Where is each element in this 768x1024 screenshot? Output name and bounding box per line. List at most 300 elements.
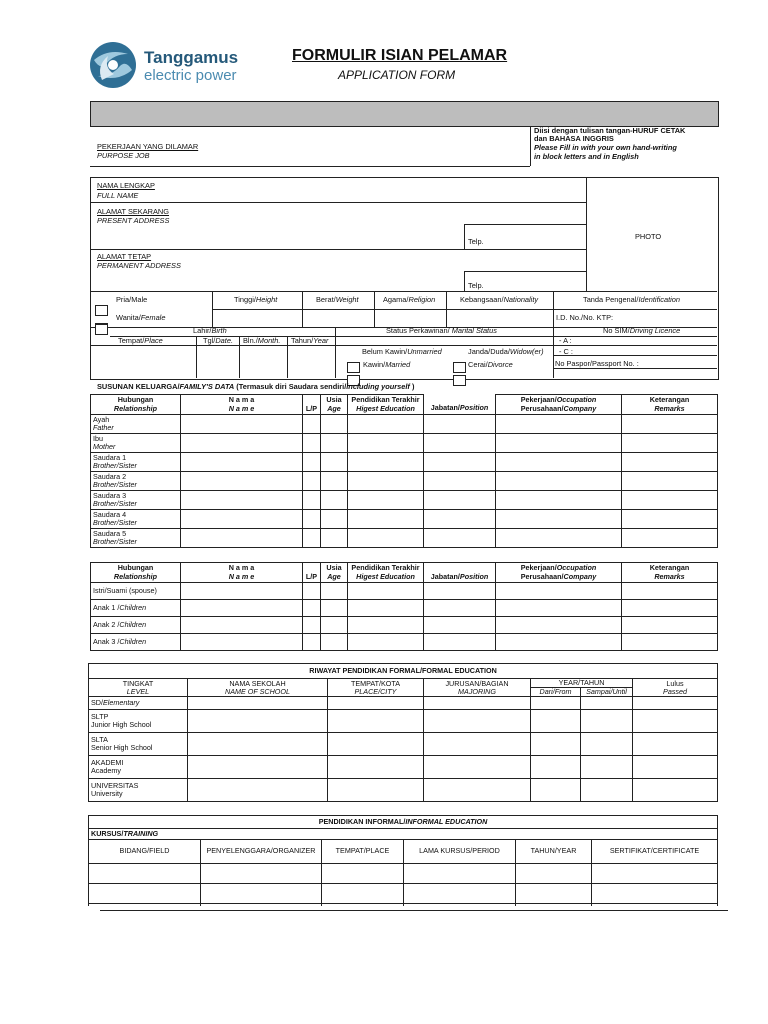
family-cell[interactable] — [303, 510, 321, 529]
education-cell[interactable] — [188, 733, 328, 756]
family-cell[interactable] — [622, 415, 718, 434]
education-cell[interactable] — [581, 733, 633, 756]
education-cell[interactable] — [424, 779, 531, 802]
k-a: KURSUS/ — [91, 828, 124, 838]
agama: Agama/ — [383, 295, 409, 304]
family2-cell[interactable] — [424, 583, 496, 600]
cell-text — [93, 604, 178, 612]
family-cell[interactable] — [424, 453, 496, 472]
family-cell[interactable] — [303, 472, 321, 491]
family-cell[interactable] — [303, 453, 321, 472]
logo-name: Tanggamus — [144, 48, 239, 67]
h1: Relationship — [113, 403, 158, 413]
family-title-c: (Termasuk diri Saudara sendiri/ — [234, 382, 347, 391]
height-label — [234, 296, 277, 305]
family2-cell[interactable] — [181, 600, 303, 617]
family2-cell[interactable] — [303, 617, 321, 634]
education-row — [89, 697, 718, 710]
divorce: Divorce — [487, 360, 513, 369]
sim-a-label: - A : — [559, 336, 572, 345]
family-row — [91, 472, 718, 491]
job-label-en: PURPOSE JOB — [97, 151, 150, 160]
education-cell[interactable] — [633, 779, 718, 802]
unmarried-label — [362, 348, 442, 357]
education-cell[interactable] — [581, 779, 633, 802]
h6: Age — [327, 571, 341, 581]
cell-text: Mother — [93, 442, 116, 451]
family-cell[interactable] — [303, 434, 321, 453]
divorce-checkbox[interactable] — [453, 362, 466, 373]
extra-checkbox[interactable] — [95, 324, 108, 335]
licence-label — [603, 327, 680, 336]
family-cell[interactable] — [496, 529, 622, 548]
informal-title-row — [89, 816, 718, 829]
family2-cell[interactable] — [321, 600, 348, 617]
passport-label: No Paspor/Passport No. : — [555, 359, 639, 368]
rel-id: Anak 2 / — [93, 619, 120, 629]
sim: No SIM/ — [603, 326, 630, 335]
it-a: PENDIDIKAN INFORMAL/ — [318, 816, 406, 826]
family2-cell[interactable] — [303, 634, 321, 651]
family-cell[interactable] — [496, 434, 622, 453]
cell-text: Junior High School — [91, 720, 152, 730]
present-address-label: ALAMAT SEKARANG — [97, 207, 170, 216]
k-b: TRAINING — [123, 828, 159, 838]
family-relationship — [91, 491, 181, 510]
education-level — [89, 756, 188, 779]
family2-cell[interactable] — [348, 634, 424, 651]
cell-text — [93, 587, 178, 595]
h11: Jabatan/ — [430, 571, 460, 581]
widow-checkbox[interactable] — [453, 375, 466, 386]
family-cell[interactable] — [622, 529, 718, 548]
birth-label — [193, 327, 227, 336]
training-label — [89, 829, 718, 840]
row-line — [90, 291, 717, 292]
family-table — [90, 394, 718, 548]
cerai: Cerai/ — [468, 360, 488, 369]
col-company — [496, 563, 622, 583]
col-school — [188, 679, 328, 697]
job-divider — [530, 126, 531, 166]
family2-row — [91, 634, 718, 651]
education-cell[interactable] — [633, 710, 718, 733]
education-cell[interactable] — [531, 710, 581, 733]
family-cell[interactable] — [181, 415, 303, 434]
family2-cell[interactable] — [181, 583, 303, 600]
h14: Company — [563, 403, 597, 413]
education-cell[interactable] — [328, 710, 424, 733]
informal-cell[interactable] — [592, 864, 718, 884]
family-cell[interactable] — [496, 491, 622, 510]
h4: L/P — [305, 571, 318, 581]
col-education — [348, 395, 424, 415]
family2-cell[interactable] — [622, 617, 718, 634]
married: Married — [385, 360, 411, 369]
family2-row — [91, 600, 718, 617]
family-cell[interactable] — [622, 510, 718, 529]
family-cell[interactable] — [303, 415, 321, 434]
page-blank-area — [0, 906, 768, 1024]
tinggi: Tinggi/ — [234, 295, 256, 304]
cell-text: Ibu — [93, 433, 103, 443]
family-cell[interactable] — [424, 529, 496, 548]
family2-relationship — [91, 600, 181, 617]
education-cell[interactable] — [531, 779, 581, 802]
family2-cell[interactable] — [622, 583, 718, 600]
education-cell[interactable] — [328, 697, 424, 710]
cell-text: Brother/Sister — [93, 480, 137, 489]
berat: Berat/ — [316, 295, 336, 304]
h2: N a m a — [228, 395, 255, 405]
e4: TEMPAT/KOTA — [350, 678, 401, 688]
family-cell[interactable] — [348, 510, 424, 529]
full-name-label: NAMA LENGKAP — [97, 181, 155, 190]
h5: Usia — [326, 563, 342, 573]
h9: Pekerjaan/ — [520, 395, 557, 405]
education-cell[interactable] — [188, 756, 328, 779]
h14: Company — [563, 571, 597, 581]
col-education — [348, 563, 424, 583]
h7: Pendidikan Terakhir — [351, 563, 420, 573]
family2-cell[interactable] — [348, 600, 424, 617]
col-year: TAHUN/YEAR — [516, 840, 592, 864]
h10: Occupation — [556, 563, 597, 573]
family2-cell[interactable] — [424, 617, 496, 634]
row-line — [90, 345, 717, 346]
job-note-3: Please Fill in with your own hand-writing — [534, 143, 677, 152]
wanita: Wanita/ — [116, 313, 141, 322]
col-age — [321, 395, 348, 415]
education-cell[interactable] — [328, 756, 424, 779]
family2-cell[interactable] — [496, 617, 622, 634]
col-name — [181, 395, 303, 415]
informal-row — [89, 864, 718, 884]
education-title-row — [89, 664, 718, 679]
family-cell[interactable] — [181, 472, 303, 491]
family2-cell[interactable] — [496, 600, 622, 617]
h4: L/P — [305, 403, 318, 413]
informal-cell[interactable] — [89, 864, 201, 884]
family-cell[interactable] — [348, 434, 424, 453]
family-cell[interactable] — [348, 529, 424, 548]
h12: Position — [459, 571, 489, 581]
tgl: Tgl/ — [203, 336, 216, 345]
education-cell[interactable] — [188, 779, 328, 802]
informal-cell[interactable] — [201, 864, 322, 884]
e3: NAME OF SCHOOL — [225, 686, 290, 696]
divorce-label — [468, 361, 513, 370]
family-cell[interactable] — [496, 453, 622, 472]
family-title-b: FAMILY'S DATA — [179, 382, 235, 391]
family2-relationship — [91, 583, 181, 600]
year-label — [291, 337, 328, 346]
male-label — [116, 296, 147, 305]
kawin: Kawin/ — [363, 360, 386, 369]
family-cell[interactable] — [321, 434, 348, 453]
family2-cell[interactable] — [424, 634, 496, 651]
family-cell[interactable] — [321, 491, 348, 510]
logo-sub: electric power — [144, 67, 237, 84]
family-header-row — [91, 395, 718, 415]
col-certificate: SERTIFIKAT/CERTIFICATE — [592, 840, 718, 864]
ident: Identification — [638, 295, 680, 304]
informal-cell[interactable] — [404, 884, 516, 904]
education-cell[interactable] — [328, 733, 424, 756]
female-label — [116, 314, 165, 323]
row-line — [464, 271, 587, 272]
family2-row — [91, 583, 718, 600]
family-row — [91, 510, 718, 529]
bln: Bln./ — [243, 336, 258, 345]
family-cell[interactable] — [181, 453, 303, 472]
h1: Relationship — [113, 571, 158, 581]
col-gender — [303, 563, 321, 583]
family-cell[interactable] — [321, 510, 348, 529]
informal-cell[interactable] — [322, 884, 404, 904]
h9: Pekerjaan/ — [520, 563, 557, 573]
education-cell[interactable] — [424, 733, 531, 756]
family-cell[interactable] — [424, 434, 496, 453]
family2-cell[interactable] — [622, 600, 718, 617]
cell-text — [93, 638, 178, 646]
col-year — [531, 679, 633, 697]
family-cell[interactable] — [321, 415, 348, 434]
married-checkbox[interactable] — [347, 362, 360, 373]
family2-cell[interactable] — [321, 634, 348, 651]
informal-cell[interactable] — [516, 884, 592, 904]
h8: Higest Education — [356, 571, 415, 581]
informal-cell[interactable] — [322, 864, 404, 884]
e10: Sampai/Until — [586, 687, 627, 697]
family-relationship — [91, 510, 181, 529]
education-cell[interactable] — [424, 710, 531, 733]
education-level — [89, 779, 188, 802]
family2-cell[interactable] — [496, 634, 622, 651]
family-cell[interactable] — [496, 415, 622, 434]
row-line — [110, 336, 717, 337]
family-relationship — [91, 472, 181, 491]
date-label — [203, 337, 233, 346]
family-cell[interactable] — [424, 472, 496, 491]
family-cell[interactable] — [181, 491, 303, 510]
education-cell[interactable] — [531, 756, 581, 779]
informal-cell[interactable] — [404, 864, 516, 884]
education-row — [89, 733, 718, 756]
year: Year — [313, 336, 329, 345]
e11: Lulus — [666, 678, 684, 688]
cell-text: AKADEMI — [91, 758, 124, 768]
h0: Hubungan — [117, 563, 154, 573]
family-row — [91, 434, 718, 453]
family-cell[interactable] — [424, 491, 496, 510]
education-cell[interactable] — [188, 710, 328, 733]
education-cell[interactable] — [581, 710, 633, 733]
col-position — [424, 395, 496, 415]
family-cell[interactable] — [303, 491, 321, 510]
family-cell[interactable] — [622, 491, 718, 510]
job-label: PEKERJAAN YANG DILAMAR — [97, 142, 199, 151]
row-line — [553, 355, 717, 356]
widow-label — [468, 348, 544, 357]
family-row — [91, 491, 718, 510]
family2-relationship — [91, 634, 181, 651]
it-b: INFORMAL EDUCATION — [405, 816, 488, 826]
family-cell[interactable] — [424, 510, 496, 529]
widow: Widow(er) — [509, 347, 544, 356]
family-cell[interactable] — [321, 529, 348, 548]
e9: Dari/From — [531, 688, 581, 696]
col-company — [496, 395, 622, 415]
cell-text: UNIVERSITAS — [91, 781, 139, 791]
month: Month. — [257, 336, 281, 345]
family2-cell[interactable] — [348, 583, 424, 600]
education-cell[interactable] — [633, 697, 718, 710]
permanent-address-label-en: PERMANENT ADDRESS — [97, 261, 181, 270]
sim-c-label: - C : — [559, 347, 573, 356]
family2-cell[interactable] — [303, 583, 321, 600]
marital: Marital Status — [451, 326, 497, 335]
education-cell[interactable] — [188, 697, 328, 710]
form-title: FORMULIR ISIAN PELAMAR — [292, 47, 508, 64]
informal-header-row — [89, 840, 718, 864]
job-note-4: in block letters and in English — [534, 152, 639, 161]
cell-text: Brother/Sister — [93, 461, 137, 470]
h2: N a m a — [228, 563, 255, 573]
family-cell[interactable] — [424, 415, 496, 434]
e5: PLACE/CITY — [354, 686, 397, 696]
religion: Religion — [408, 295, 436, 304]
family-row — [91, 529, 718, 548]
training-row — [89, 829, 718, 840]
e1: LEVEL — [126, 686, 150, 696]
family-cell[interactable] — [181, 529, 303, 548]
h13: Perusahaan/ — [520, 403, 564, 413]
education-cell[interactable] — [328, 779, 424, 802]
education-cell[interactable] — [633, 733, 718, 756]
family2-cell[interactable] — [321, 583, 348, 600]
education-cell[interactable] — [581, 697, 633, 710]
family-cell[interactable] — [181, 434, 303, 453]
family-cell[interactable] — [496, 510, 622, 529]
col-city — [328, 679, 424, 697]
lahir: Lahir/ — [193, 326, 212, 335]
family-cell[interactable] — [321, 453, 348, 472]
row-line — [239, 336, 240, 378]
col-position — [424, 563, 496, 583]
family-cell[interactable] — [348, 415, 424, 434]
family-relationship — [91, 415, 181, 434]
education-cell[interactable] — [531, 697, 581, 710]
male-checkbox[interactable] — [95, 305, 108, 316]
lvl-a: SD/ — [91, 698, 103, 708]
kebangsaan: Kebangsaan/ — [460, 295, 504, 304]
education-cell[interactable] — [424, 697, 531, 710]
family-row — [91, 453, 718, 472]
family-cell[interactable] — [622, 434, 718, 453]
education-cell[interactable] — [531, 733, 581, 756]
cell-text: Brother/Sister — [93, 537, 137, 546]
col-relationship — [91, 563, 181, 583]
h5: Usia — [326, 395, 342, 405]
row-line — [553, 345, 554, 378]
family-table-2 — [90, 562, 718, 651]
row-line — [90, 202, 587, 203]
family2-cell[interactable] — [181, 617, 303, 634]
education-cell[interactable] — [581, 756, 633, 779]
h7: Pendidikan Terakhir — [351, 395, 420, 405]
present-telp-label: Telp. — [468, 237, 484, 246]
education-level — [89, 697, 188, 710]
family2-cell[interactable] — [181, 634, 303, 651]
rel-id: Istri/Suami (spouse) — [93, 585, 157, 595]
col-age — [321, 563, 348, 583]
logo-swirl-icon — [88, 40, 138, 90]
family2-cell[interactable] — [622, 634, 718, 651]
place-label — [118, 337, 163, 346]
family2-cell[interactable] — [321, 617, 348, 634]
male: Male — [131, 295, 148, 304]
present-address-label-en: PRESENT ADDRESS — [97, 216, 170, 225]
informal-cell[interactable] — [592, 884, 718, 904]
family-cell[interactable] — [321, 472, 348, 491]
family-cell[interactable] — [496, 472, 622, 491]
informal-cell[interactable] — [516, 864, 592, 884]
rel-id: Anak 3 / — [93, 636, 120, 646]
religion-label — [383, 296, 435, 305]
row-line — [335, 327, 336, 378]
informal-cell[interactable] — [201, 884, 322, 904]
education-cell[interactable] — [633, 756, 718, 779]
family-cell[interactable] — [622, 453, 718, 472]
family-cell[interactable] — [348, 472, 424, 491]
family2-row — [91, 617, 718, 634]
family-cell[interactable] — [303, 529, 321, 548]
col-level — [89, 679, 188, 697]
permanent-telp-label: Telp. — [468, 281, 484, 290]
married-label — [363, 361, 410, 370]
cell-text: Ayah — [93, 414, 110, 424]
page-bottom-line — [100, 910, 728, 911]
row-line — [90, 249, 587, 250]
family2-cell[interactable] — [348, 617, 424, 634]
family-cell[interactable] — [348, 453, 424, 472]
education-row — [89, 779, 718, 802]
informal-cell[interactable] — [89, 884, 201, 904]
h16: Remarks — [654, 571, 685, 581]
cell-text: Senior High School — [91, 743, 153, 753]
family-cell[interactable] — [181, 510, 303, 529]
lvl-b: Elementary — [102, 698, 140, 708]
h0: Hubungan — [117, 395, 154, 405]
family2-cell[interactable] — [303, 600, 321, 617]
row-line — [464, 224, 465, 249]
education-row — [89, 756, 718, 779]
family-cell[interactable] — [348, 491, 424, 510]
family-cell[interactable] — [622, 472, 718, 491]
h3: N a m e — [228, 403, 255, 413]
job-note-2: dan BAHASA INGGRIS — [534, 134, 614, 143]
family2-cell[interactable] — [496, 583, 622, 600]
company-logo — [88, 40, 248, 92]
h12: Position — [459, 403, 489, 413]
education-cell[interactable] — [424, 756, 531, 779]
marital-label — [386, 327, 497, 336]
e8: YEAR/TAHUN — [558, 678, 605, 687]
family2-cell[interactable] — [424, 600, 496, 617]
col-name — [181, 563, 303, 583]
e2: NAMA SEKOLAH — [229, 678, 286, 688]
